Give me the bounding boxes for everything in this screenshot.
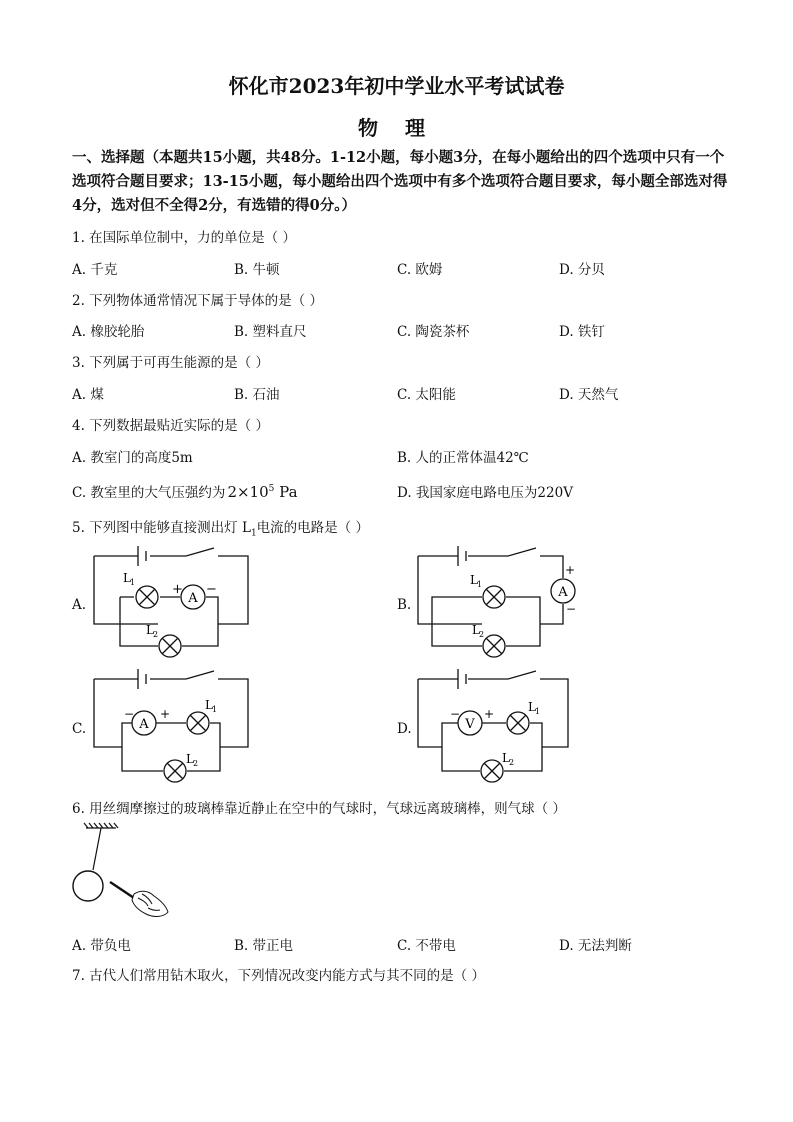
ammeter-icon xyxy=(181,585,205,609)
svg-text:−: − xyxy=(450,707,461,721)
q3-option-c[interactable]: C. 太阳能 xyxy=(397,387,456,403)
lamp-icon xyxy=(164,760,186,782)
svg-text:1: 1 xyxy=(212,705,218,714)
q2-option-d[interactable]: D. 铁钉 xyxy=(559,324,605,340)
svg-text:L: L xyxy=(472,623,480,637)
lamp-icon xyxy=(159,635,181,657)
svg-text:−: − xyxy=(124,707,135,721)
q1-option-c[interactable]: C. 欧姆 xyxy=(397,262,443,278)
q2-option-b[interactable]: B. 塑料直尺 xyxy=(234,324,307,340)
question-2-stem: 2. 下列物体通常情况下属于导体的是（ ） xyxy=(72,293,323,309)
svg-text:L: L xyxy=(186,752,194,766)
lamp-icon xyxy=(483,586,505,608)
q6-option-a[interactable]: A. 带负电 xyxy=(72,938,131,954)
svg-text:A: A xyxy=(188,591,198,606)
svg-text:+: + xyxy=(160,707,171,721)
circuit-diagram-b xyxy=(412,540,592,665)
question-1-stem: 1. 在国际单位制中，力的单位是（ ） xyxy=(72,230,296,246)
q6-option-b[interactable]: B. 带正电 xyxy=(234,938,294,954)
q4-option-b[interactable]: B. 人的正常体温42℃ xyxy=(397,450,529,466)
balloon-figure xyxy=(68,820,178,930)
q5-option-b[interactable]: B. xyxy=(397,597,412,613)
question-6-stem: 6. 用丝绸摩擦过的玻璃棒靠近静止在空中的气球时，气球远离玻璃棒，则气球（ ） xyxy=(72,801,566,817)
lamp-icon xyxy=(481,760,503,782)
q3-option-a[interactable]: A. 煤 xyxy=(72,387,104,403)
q2-option-a[interactable]: A. 橡胶轮胎 xyxy=(72,324,145,340)
voltmeter-icon xyxy=(458,711,482,735)
q4-option-c-text: C. 教室里的大气压强约为 xyxy=(72,485,226,501)
lamp-icon xyxy=(187,712,209,734)
svg-text:L: L xyxy=(502,751,510,765)
section-heading: 一、选择题（本题共15小题，共48分。1-12小题，每小题3分，在每小题给出的四个选项中只有一个选项符合题目要求；13-15小题，每小题给出四个选项中有多个选项符合题目要求，每小题全部选对得4分，选对但不全得2分，有选错的得0分。） xyxy=(72,149,728,214)
pressure-formula: $2\times 10^5$ Pa xyxy=(227,483,298,501)
question-7-stem: 7. 古代人们常用钻木取火，下列情况改变内能方式与其不同的是（ ） xyxy=(72,968,485,984)
q6-option-c[interactable]: C. 不带电 xyxy=(397,938,456,954)
ammeter-icon xyxy=(551,579,575,603)
lamp-icon xyxy=(136,586,158,608)
q3-option-b[interactable]: B. 石油 xyxy=(234,387,280,403)
q1-option-d[interactable]: D. 分贝 xyxy=(559,262,605,278)
q1-option-a[interactable]: A. 千克 xyxy=(72,262,118,278)
q4-option-d[interactable]: D. 我国家庭电路电压为220V xyxy=(397,485,573,501)
hand-icon xyxy=(132,891,168,916)
svg-text:V: V xyxy=(465,717,475,732)
circuit-diagram-a xyxy=(90,540,260,665)
circuit-diagram-c xyxy=(90,663,260,788)
balloon-icon xyxy=(73,871,103,901)
q6-option-d[interactable]: D. 无法判断 xyxy=(559,938,632,954)
q2-option-c[interactable]: C. 陶瓷茶杯 xyxy=(397,324,470,340)
lamp-icon xyxy=(507,712,529,734)
svg-text:L: L xyxy=(146,623,154,637)
page-title: 怀化市2023年初中学业水平考试试卷 xyxy=(228,74,565,98)
q5-option-a[interactable]: A. xyxy=(72,597,87,613)
svg-text:+: + xyxy=(172,582,183,597)
svg-text:A: A xyxy=(558,585,568,600)
svg-text:1: 1 xyxy=(535,707,541,716)
svg-text:2: 2 xyxy=(479,630,485,639)
svg-text:L: L xyxy=(205,698,213,712)
svg-text:−: − xyxy=(206,582,217,597)
svg-text:1: 1 xyxy=(130,578,136,587)
svg-text:2: 2 xyxy=(153,630,159,639)
circuit-diagram-d xyxy=(412,663,582,788)
lamp-icon xyxy=(483,635,505,657)
svg-text:1: 1 xyxy=(477,580,483,589)
q5-option-d[interactable]: D. xyxy=(397,721,412,737)
svg-text:−: − xyxy=(566,602,577,616)
q5-option-c[interactable]: C. xyxy=(72,721,87,737)
q4-option-c[interactable] xyxy=(72,481,298,501)
ammeter-icon xyxy=(132,711,156,735)
question-4-stem: 4. 下列数据最贴近实际的是（ ） xyxy=(72,418,269,434)
q4-option-a[interactable]: A. 教室门的高度5m xyxy=(72,450,193,466)
q3-option-d[interactable]: D. 天然气 xyxy=(559,387,619,403)
svg-text:L: L xyxy=(470,573,478,587)
svg-text:2: 2 xyxy=(509,758,515,767)
svg-text:+: + xyxy=(565,563,576,577)
q1-option-b[interactable]: B. 牛顿 xyxy=(234,262,280,278)
question-3-stem: 3. 下列属于可再生能源的是（ ） xyxy=(72,355,269,371)
svg-text:2: 2 xyxy=(193,759,199,768)
svg-text:A: A xyxy=(139,717,149,732)
question-5-stem: 5. 下列图中能够直接测出灯 $L_1$电流的电路是（ ） xyxy=(72,520,369,539)
page-subject: 物 理 xyxy=(358,116,435,140)
svg-text:+: + xyxy=(484,707,495,721)
svg-text:L: L xyxy=(528,700,536,714)
svg-text:L: L xyxy=(123,571,131,585)
